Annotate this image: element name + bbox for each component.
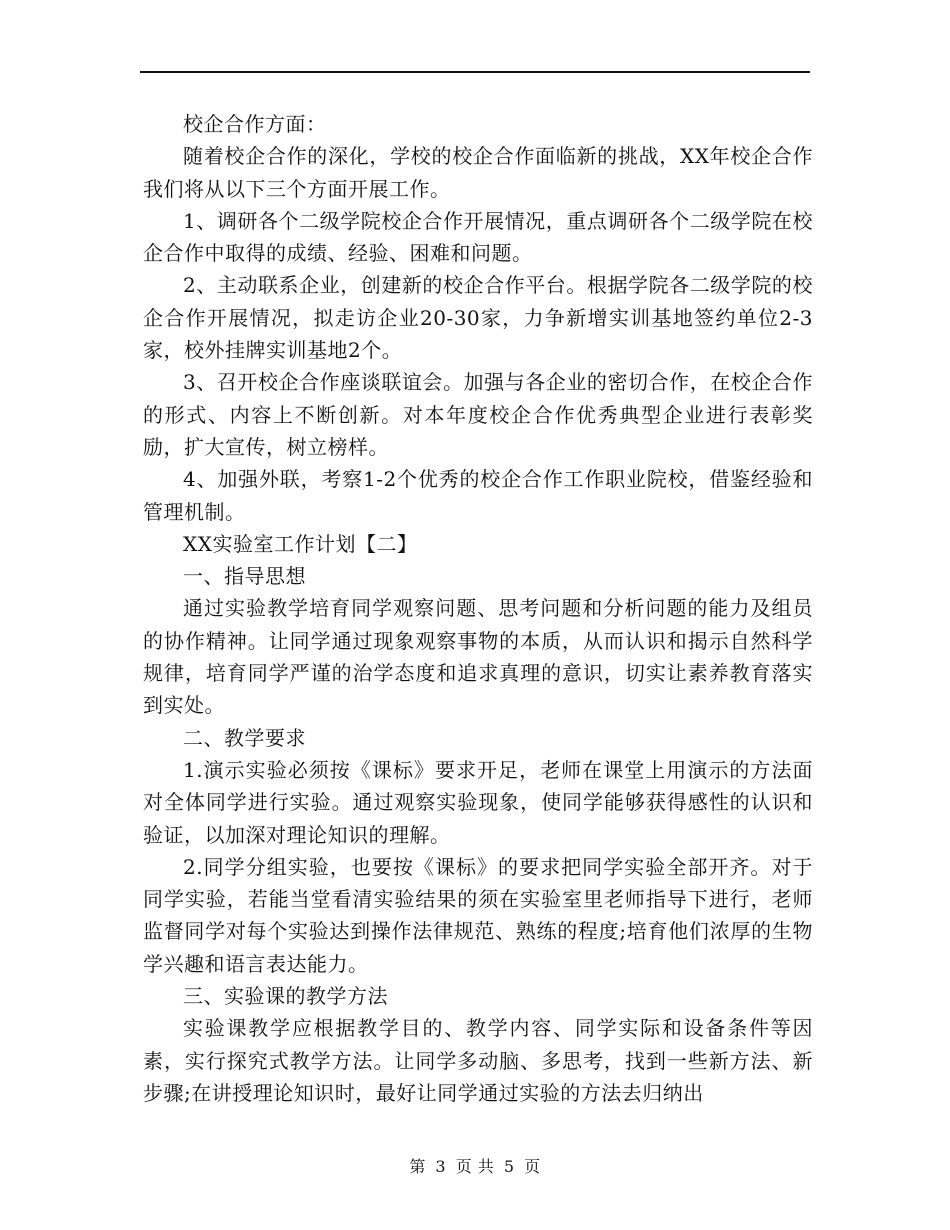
paragraph-heading-2: 二、教学要求 — [183, 725, 306, 750]
paragraph-item-3: 3、召开校企合作座谈联谊会。加强与各企业的密切合作，在校企合作的形式、内容上不断创新。对本年度校企合作优秀典型企业进行表彰奖励，扩大宣传，树立榜样。 — [143, 370, 813, 459]
page-body — [143, 108, 813, 1109]
paragraph-method-text: 实验课教学应根据教学目的、教学内容、同学实际和设备条件等因素，实行探究式教学方法。让同学多动脑、多思考，找到一些新方法、新步骤;在讲授理论知识时，最好让同学通过实验的方法去归纳出 — [143, 1016, 813, 1105]
header-rule — [140, 71, 810, 73]
paragraph-heading-1: 一、指导思想 — [183, 564, 306, 589]
paragraph-requirement-2: 2.同学分组实验，也要按《课标》的要求把同学实验全部开齐。对于同学实验，若能当堂看清实验结果的须在实验室里老师指导下进行，老师监督同学对每个实验达到操作法律规范、熟练的程度;培育他们浓厚的生物学兴趣和语言表达能力。 — [143, 854, 813, 976]
footer-total-pages: 5 — [503, 1157, 515, 1176]
footer-current-page: 3 — [435, 1157, 447, 1176]
paragraph-section-heading: 校企合作方面： — [183, 112, 327, 136]
footer-prefix: 第 — [409, 1157, 426, 1176]
footer-suffix: 页 — [524, 1157, 541, 1176]
paragraph-heading-3: 三、实验课的教学方法 — [183, 984, 388, 1009]
paragraph-item-4: 4、加强外联，考察1-2个优秀的校企合作工作职业院校，借鉴经验和管理机制。 — [143, 467, 813, 524]
paragraph-intro: 随着校企合作的深化，学校的校企合作面临新的挑战，XX年校企合作我们将从以下三个方面开展工作。 — [143, 144, 813, 201]
footer-mid: 页 共 — [455, 1157, 495, 1176]
paragraph-item-1: 1、调研各个二级学院校企合作开展情况，重点调研各个二级学院在校企合作中取得的成绩、经验、困难和问题。 — [143, 208, 813, 266]
page-footer — [0, 1154, 950, 1177]
paragraph-plan-title: XX实验室工作计划【二】 — [183, 531, 418, 556]
paragraph-guiding-text: 通过实验教学培育同学观察问题、思考问题和分析问题的能力及组员的协作精神。让同学通过现象观察事物的本质，从而认识和揭示自然科学规律，培育同学严谨的治学态度和追求真理的意识，切实让素养教育落实到实处。 — [143, 596, 813, 718]
paragraph-requirement-1: 1.演示实验必须按《课标》要求开足，老师在课堂上用演示的方法面对全体同学进行实验。通过观察实验现象，使同学能够获得感性的认识和验证，以加深对理论知识的理解。 — [143, 757, 813, 847]
paragraph-item-2: 2、主动联系企业，创建新的校企合作平台。根据学院各二级学院的校企合作开展情况，拟走访企业20-30家，力争新增实训基地签约单位2-3家，校外挂牌实训基地2个。 — [143, 273, 813, 363]
